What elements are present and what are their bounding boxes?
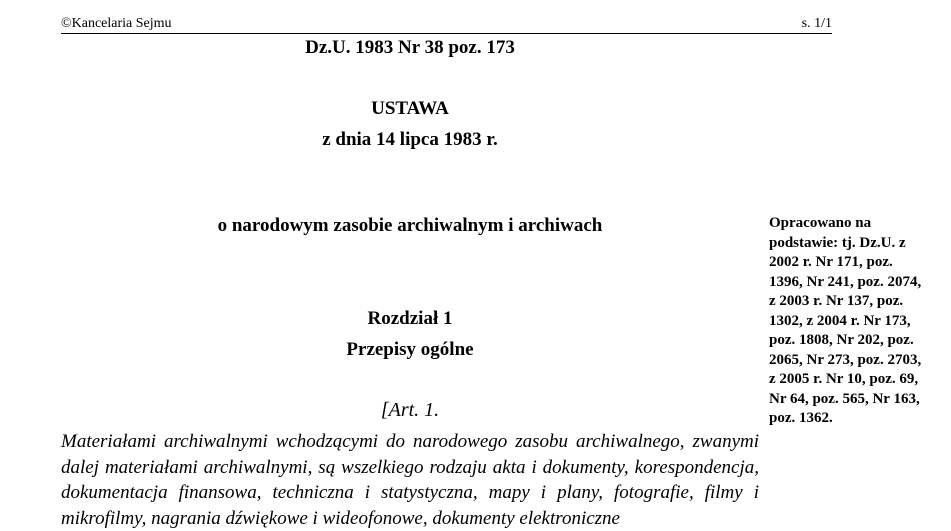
copyright-label: ©Kancelaria Sejmu [61, 16, 172, 31]
page-header [61, 16, 832, 34]
chapter-title: Przepisy ogólne [346, 339, 474, 360]
chapter-number: Rozdział 1 [367, 308, 453, 329]
page-number: s. 1/1 [801, 16, 832, 31]
document-subject: o narodowym zasobie archiwalnym i archiwach [217, 215, 603, 236]
document-type: USTAWA [371, 98, 449, 119]
journal-reference: Dz.U. 1983 Nr 38 poz. 173 [305, 37, 515, 58]
article-text: Materiałami archiwalnymi wchodzącymi do narodowego zasobu archiwalnego, zwanymi dalej materiałami archiwalnymi, są wszelkiego rodzaju akta i dokumenty, korespondencja, dokumentacja finansowa, techniczna i statystyczna, mapy i plany, fotografie, filmy i mikrofilmy, nagrania dźwiękowe i wideofonowe, dokumenty elektroniczne [61, 431, 759, 529]
source-note: Opracowano na podstawie: tj. Dz.U. z 2002 r. Nr 171, poz. 1396, Nr 241, poz. 2074, z 2003 r. Nr 137, poz. 1302, z 2004 r. Nr 173, poz. 1808, Nr 202, poz. 2065, Nr 273, poz. 2703, z 2005 r. Nr 10, poz. 69, Nr 64, poz. 565, Nr 163, poz. 1362. [769, 215, 922, 426]
document-date: z dnia 14 lipca 1983 r. [322, 129, 498, 150]
article-title: [Art. 1. [380, 399, 440, 421]
